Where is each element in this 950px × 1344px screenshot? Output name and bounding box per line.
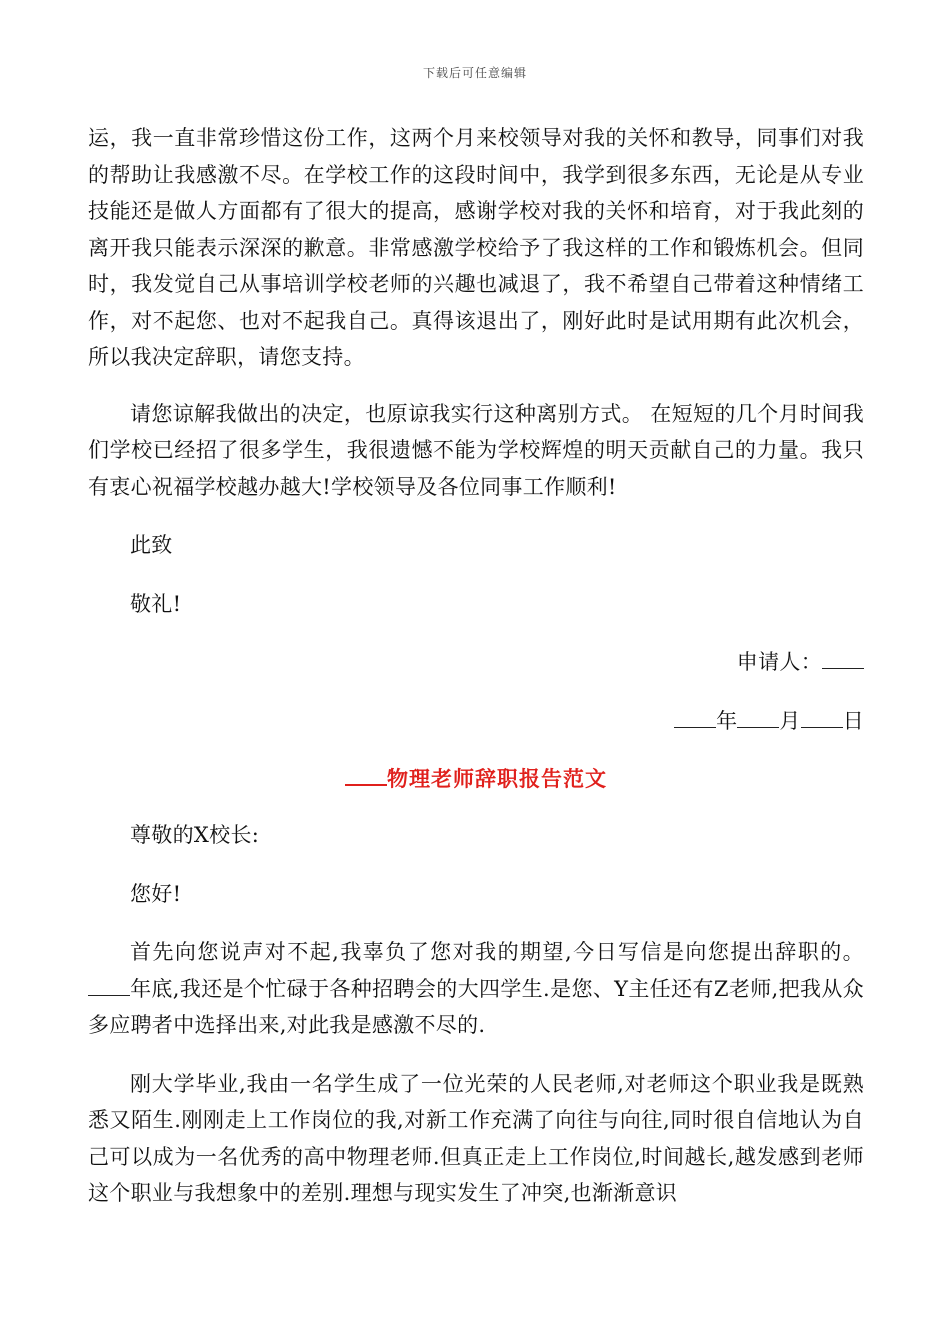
letter1-paragraph-2: 请您谅解我做出的决定，也原谅我实行这种离别方式。 在短短的几个月时间我们学校已经招了很多学生，我很遗憾不能为学校辉煌的明天贡献自己的力量。我只有衷心祝福学校越办越大!学校领导及各位同事工作顺利! bbox=[88, 401, 864, 499]
title-blank bbox=[345, 762, 387, 786]
letter1-paragraph-1: 运，我一直非常珍惜这份工作，这两个月来校领导对我的关怀和教导，同事们对我的帮助让我感激不尽。在学校工作的这段时间中，我学到很多东西，无论是从专业技能还是做人方面都有了很大的提高，感谢学校对我的关怀和培育，对于我此刻的离开我只能表示深深的歉意。非常感激学校给予了我这样的工作和锻炼机会。但同时，我发觉自己从事培训学校老师的兴趣也减退了，我不希望自己带着这种情绪工作，对不起您、也对不起我自己。真得该退出了，刚好此时是试用期有此次机会，所以我决定辞职，请您支持。 bbox=[88, 126, 864, 369]
closing-jingli: 敬礼! bbox=[130, 591, 182, 616]
applicant-blank bbox=[822, 646, 864, 669]
year-blank bbox=[674, 705, 716, 728]
document-body bbox=[88, 120, 864, 1212]
salutation: 尊敬的X校长: bbox=[130, 823, 260, 847]
date-line bbox=[88, 703, 864, 740]
greeting: 您好! bbox=[130, 881, 182, 906]
letter2-paragraph-1-start: 首先向您说声对不起,我辜负了您对我的期望,今日写信是向您提出辞职的。 bbox=[130, 940, 864, 964]
section-title-text: 物理老师辞职报告范文 bbox=[387, 766, 607, 791]
date-month-label: 月 bbox=[779, 708, 801, 733]
applicant-line bbox=[88, 644, 864, 681]
day-blank bbox=[801, 705, 843, 728]
closing-cizhi: 此致 bbox=[130, 533, 173, 557]
month-blank bbox=[737, 705, 779, 728]
date-year-label: 年 bbox=[716, 708, 738, 733]
year-blank-2 bbox=[88, 973, 130, 996]
letter2-paragraph-1 bbox=[88, 934, 864, 1044]
applicant-label: 申请人： bbox=[736, 650, 822, 674]
date-day-label: 日 bbox=[842, 708, 864, 733]
letter2-paragraph-1-rest: 年底,我还是个忙碌于各种招聘会的大四学生.是您、Y主任还有Z老师,把我从众多应聘者中选择出来,对此我是感激不尽的. bbox=[88, 976, 864, 1037]
page-header-note: 下载后可任意编辑 bbox=[422, 66, 527, 80]
letter2-paragraph-2: 刚大学毕业,我由一名学生成了一位光荣的人民老师,对老师这个职业我是既熟悉又陌生.刚刚走上工作岗位的我,对新工作充满了向往与向往,同时很自信地认为自己可以成为一名优秀的高中物理老师.但真正走上工作岗位,时间越长,越发感到老师这个职业与我想象中的差别.理想与现实发生了冲突,也渐渐意识 bbox=[88, 1071, 864, 1205]
section-title bbox=[88, 761, 864, 797]
